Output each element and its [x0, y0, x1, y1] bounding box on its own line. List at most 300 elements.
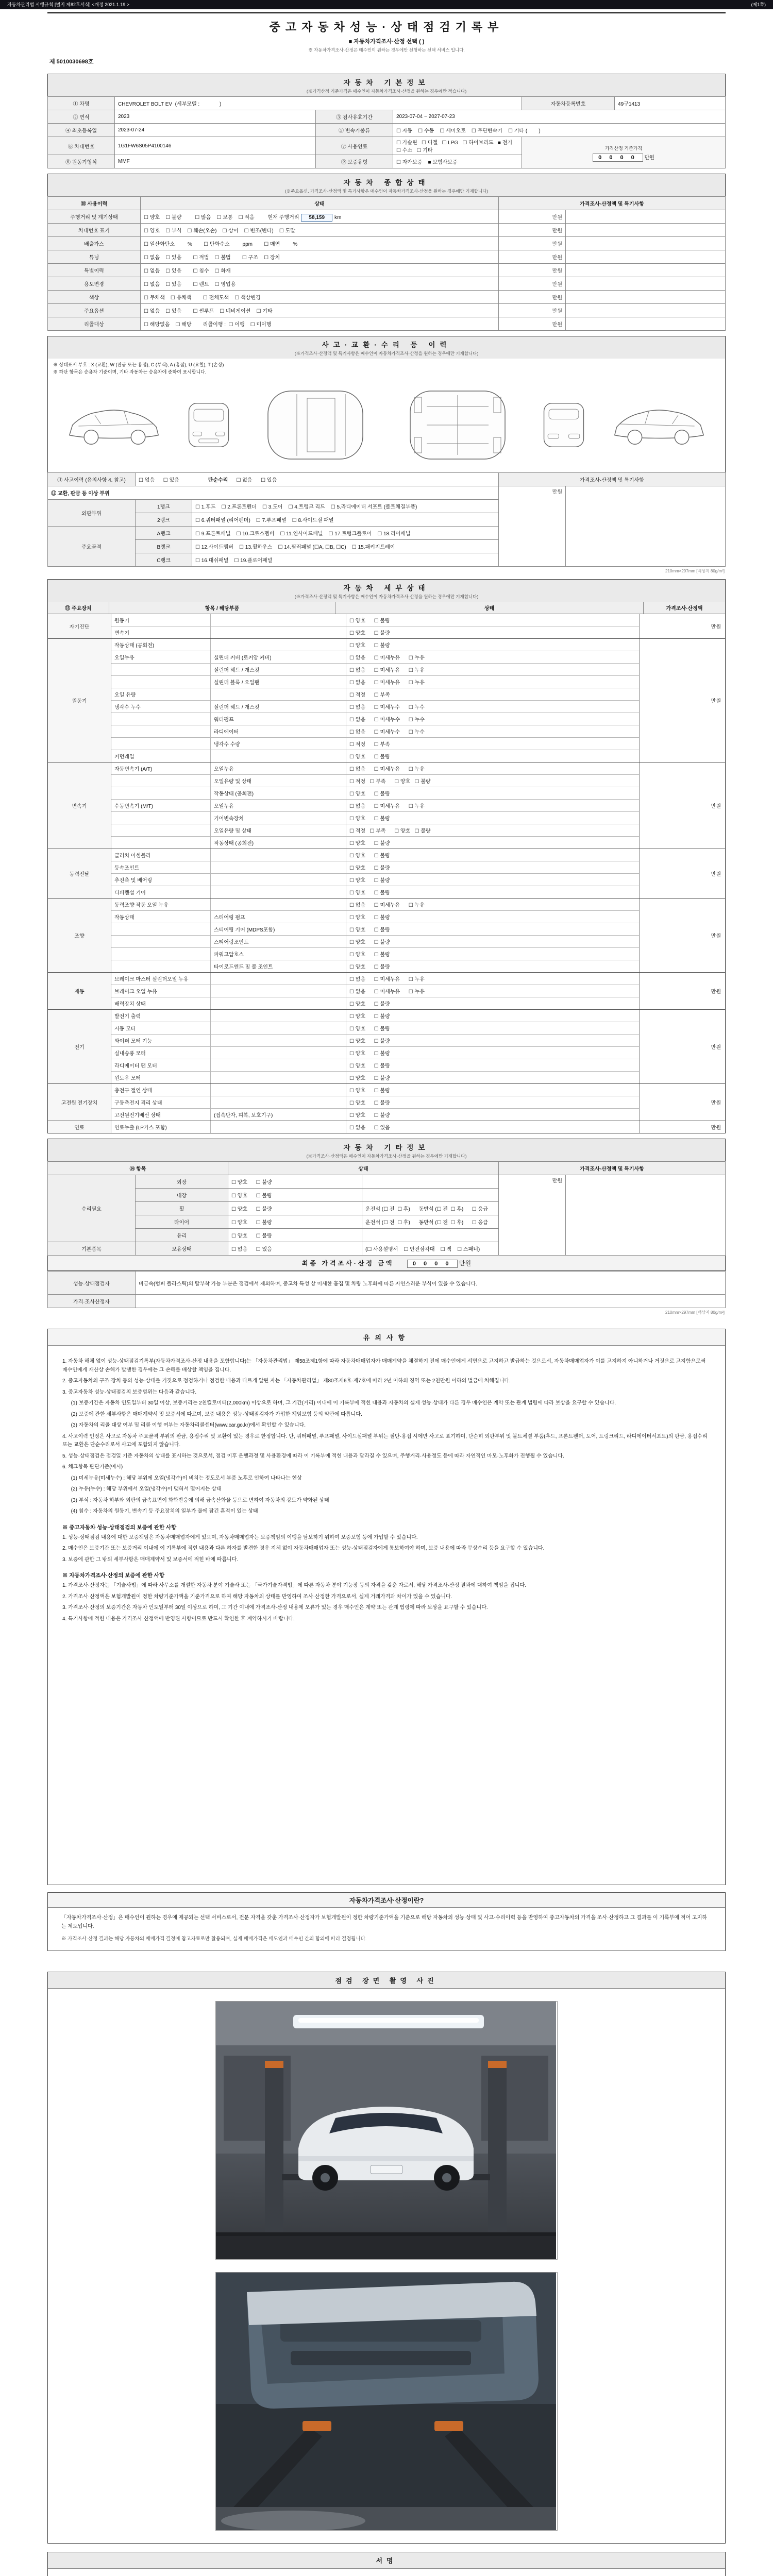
checkbox-options[interactable]: ☐ 없음 ☐ 있음 ☐ 썬루프 ☐ 네비게이션 ☐ 기타	[141, 304, 499, 317]
checkbox-options[interactable]: ☐ 양호 ☐ 불량	[349, 816, 390, 822]
car-diagram-side-right	[609, 394, 710, 456]
info-text: 「자동차가격조사·산정」은 매수인이 원하는 경우에 제공되는 선택 서비스로서, 전문 자격을 갖춘 가격조사·산정자가 보험개발원이 정한 차량기준가액을 기준으로 해당 자동차의 성능·상태 및 사고·수리이력 등을 반영하여 중고자동차의 가격을 조사·산정하고 그 결과를 이 기록부에 적어 고지하는 제도입니다.	[61, 1915, 707, 1929]
device-rows	[111, 639, 639, 762]
checkbox-options[interactable]: ☐ 양호 ☐ 불량	[349, 643, 390, 649]
mileage-value: 58,159	[301, 214, 332, 222]
price-cell: 만원	[499, 277, 566, 291]
item-label: 오일 유량	[111, 688, 211, 700]
info-body	[48, 1908, 725, 1951]
inspection-period: 2023-07-04 ~ 2027-07-23	[393, 110, 726, 124]
checkbox-options[interactable]: ☐ 없음 ☐ 있음 ☐ 적법 ☐ 불법 ☐ 구조 ☐ 장치	[141, 250, 499, 264]
detail-row	[111, 1108, 639, 1121]
extra-options[interactable]	[362, 1189, 499, 1202]
checkbox-options[interactable]: ☐ 양호 ☐ 불량	[349, 915, 390, 921]
field-label: ① 차명	[48, 97, 115, 110]
checkbox-options[interactable]: ☐ 양호 ☐ 불량	[349, 841, 390, 846]
table-row	[48, 473, 726, 486]
device-group-fuel	[48, 1121, 725, 1133]
table-row	[48, 124, 726, 137]
checkbox-options[interactable]: ☐ 적정 ☐ 부족	[349, 742, 390, 748]
part-label	[211, 874, 346, 886]
detail-row	[111, 886, 639, 898]
field-label: ⑧ 원동기형식	[48, 155, 115, 168]
section-accident-history	[47, 336, 726, 574]
part-label: 실린더 헤드 / 개스킷	[211, 701, 346, 713]
checkbox-options[interactable]: ☐ 16.대쉬패널 ☐ 19.플로어패널	[192, 553, 499, 567]
part-label	[211, 1121, 346, 1133]
part-label: 실린더 커버 (로커암 커버)	[211, 651, 346, 663]
device-group-steering	[48, 899, 725, 973]
field-label: ⑨ 보증유형	[316, 155, 393, 168]
extra-options[interactable]: 운전석 (☐ 전 ☐ 후) 동반석 (☐ 전 ☐ 후) ☐ 응급	[362, 1215, 499, 1229]
mileage-unit: km	[334, 215, 342, 221]
checkbox-options[interactable]: ☐ 없음 ☐ 있음	[228, 1242, 362, 1256]
checkbox-options[interactable]: ☐ 양호 ☐ 불량	[349, 1051, 390, 1057]
part-label	[211, 899, 346, 910]
checkbox-options[interactable]: ☐ 양호 ☐ 불량	[349, 952, 390, 958]
checkbox-options[interactable]: ☐ 양호 ☐ 불량	[349, 964, 390, 970]
section-header	[47, 74, 726, 96]
device-label: 동력전달	[48, 849, 111, 898]
detail-row	[111, 1121, 639, 1133]
part-label	[211, 688, 346, 700]
item-label: 작동상태 (공회전)	[111, 639, 211, 651]
detail-row	[111, 688, 639, 700]
checkbox-options[interactable]: ☐ 없음 ☐ 미세누유 ☐ 누유	[349, 903, 425, 908]
detail-row	[111, 861, 639, 873]
item-label: 배력장치 상태	[111, 997, 211, 1009]
detail-row	[111, 614, 639, 626]
item-label: 고전원전기배선 상태	[111, 1109, 211, 1121]
price-cell: 만원	[499, 224, 566, 237]
part-label	[211, 1084, 346, 1096]
part-label	[211, 626, 346, 638]
extra-options[interactable]: 운전석 (☐ 전 ☐ 후) 동반석 (☐ 전 ☐ 후) ☐ 응급	[362, 1202, 499, 1215]
checkbox-options[interactable]: ☐ 양호 ☐ 불량	[144, 215, 182, 221]
detail-row	[111, 873, 639, 886]
notice-paragraph: (1) 보증기간은 자동차 인도일부터 30일 이상, 보증거리는 2천킬로미터(2,000km) 이상으로 하며, 그 기간(거리) 이내에 이 기록부에 적힌 내용과 자동차의 실제 성능·상태가 다른 경우 매수인은 계약 또는 관계 법령에 따라 보상을 요구할 수 있습니다.	[62, 1400, 616, 1406]
notice-paragraph: 6. 체크항목 판단기준(예시)	[62, 1464, 123, 1470]
part-label: 스티어링조인트	[211, 936, 346, 947]
form-ref: 자동차관리법 시행규칙 [별지 제82호서식] <개정 2021.1.19.>	[7, 2, 130, 7]
field-label: 보유상태	[136, 1242, 228, 1256]
checkbox-options[interactable]: ☐ 1.후드 ☐ 2.프론트펜더 ☐ 3.도어 ☐ 4.트렁크 리드 ☐ 5.라디에이터 서포트 (볼트체결부품)	[192, 500, 499, 513]
detail-row	[111, 1046, 639, 1059]
section-note: (※가격산정 기준가격은 매수인이 자동차가격조사·산정을 원하는 경우에만 적습니다)	[306, 89, 467, 94]
price-cell: 만원	[639, 639, 725, 762]
base-price-value: 0 0 0 0	[593, 154, 643, 162]
signature-body	[48, 2569, 725, 2576]
notice-paragraph: 2. 가격조사·산정액은 보험개발원이 정한 차량기준가액을 기준가격으로 하여 해당 자동차의 상태를 반영하여 조사·산정한 가격으로서, 실제 거래가격과 차이가 있을 수 있습니다.	[62, 1594, 452, 1600]
device-group-braking	[48, 973, 725, 1010]
detail-row	[111, 626, 639, 638]
final-price-value: 0 0 0 0	[407, 1260, 458, 1268]
notice-paragraph: 1. 가격조사·산정자는 「기술사법」에 따라 사무소를 개설한 자동차 분야 기술사 또는 「국가기술자격법」에 따른 자동차 분야 기능장 등의 자격을 갖춘 자로서, 해당 가격조사·산정 결과에 대하여 책임을 집니다.	[62, 1583, 527, 1588]
extra-options[interactable]: (☐ 사용설명서 ☐ 안전삼각대 ☐ 잭 ☐ 스패너)	[362, 1242, 499, 1256]
part-label	[211, 861, 346, 873]
table-row	[48, 1272, 726, 1295]
detail-row	[111, 787, 639, 799]
notice-paragraph: (1) 미세누유(미세누수) : 해당 부위에 오일(냉각수)이 비치는 정도로서 부품 노후로 인하여 나타나는 현상	[62, 1475, 302, 1481]
device-label: 변속기	[48, 762, 111, 849]
checkbox-options[interactable]: ☐ 없음 ☐ 미세누유 ☐ 누유	[349, 680, 425, 686]
field-label: ⑤ 변속기종류	[316, 124, 393, 137]
checkbox-options[interactable]: ☐ 없음 ☐ 미세누유 ☐ 누유	[349, 977, 425, 982]
inspection-photo-2	[215, 2272, 558, 2531]
detail-row	[111, 1010, 639, 1022]
part-label: 워터펌프	[211, 713, 346, 725]
checkbox-options[interactable]: ☐ 양호 ☐ 불량	[349, 940, 390, 945]
table-row	[48, 317, 726, 331]
section-title: 자동차 세부상태	[343, 584, 430, 592]
mileage-row	[48, 210, 726, 224]
field-label: 튜닝	[48, 250, 141, 264]
item-label: 브레이크 오일 누유	[111, 985, 211, 997]
table-row	[48, 264, 726, 277]
section-note: (※가격조사·산정액은 매수인이 자동차가격조사·산정을 원하는 경우에만 기재합니다)	[306, 1154, 467, 1159]
checkbox-options[interactable]: ☐ 적정 ☐ 부족 ☐ 양호 ☐ 불량	[349, 828, 431, 834]
part-label: 실린더 블록 / 오일팬	[211, 676, 346, 688]
detail-row	[111, 923, 639, 935]
remark-cell	[566, 486, 726, 567]
item-label: 추진축 및 베어링	[111, 874, 211, 886]
item-label: 윈도우 모터	[111, 1072, 211, 1083]
checkbox-options[interactable]: ☐ 없음 ☐ 미세누수 ☐ 누수	[349, 730, 425, 735]
checkbox-options[interactable]: ☐ 양호 ☐ 불량	[349, 1039, 390, 1044]
field-label: 외장	[136, 1175, 228, 1189]
checkbox-options[interactable]: ☐ 9.프론트패널 ☐ 10.크로스멤버 ☐ 11.인사이드패널 ☐ 17.트렁크플로어 ☐ 18.리어패널	[192, 527, 499, 540]
part-label: 스티어링 펌프	[211, 911, 346, 923]
item-label: 디퍼렌셜 기어	[111, 886, 211, 898]
device-label: 자기진단	[48, 614, 111, 638]
item-label	[111, 812, 211, 824]
part-label	[211, 1072, 346, 1083]
model-year: 2023	[115, 110, 316, 124]
checkbox-options[interactable]: ☐ 양호 ☐ 불량	[349, 1002, 390, 1007]
checkbox-options[interactable]: ☐ 양호 ☐ 불량	[349, 618, 390, 624]
detail-row	[111, 960, 639, 972]
field-label: 내장	[136, 1189, 228, 1202]
section-header	[47, 174, 726, 196]
section-title: 자동차 기본정보	[343, 79, 430, 87]
field-label: ③ 검사유효기간	[316, 110, 393, 124]
field-label: 주요골격	[48, 527, 136, 567]
price-appraisal-select[interactable]: ■ 자동차가격조사·산정 선택 ( )	[348, 39, 425, 45]
detail-row	[111, 824, 639, 836]
device-group-self-diagnosis	[48, 614, 725, 639]
checkbox-options[interactable]: ☐ 적정 ☐ 부족	[349, 692, 390, 698]
column-header: 가격조사·산정액	[666, 606, 703, 612]
column-header: 가격조사·산정액 및 특기사항	[499, 473, 726, 486]
item-label: 작동상태	[111, 911, 211, 923]
part-label: (접속단자, 피복, 보호기구)	[211, 1109, 346, 1121]
detail-row	[111, 935, 639, 947]
device-group-engine	[48, 639, 725, 762]
legend-line: ※ 하단 항목은 승용차 기준이며, 기타 자동차는 승용차에 준하여 표시합니다.	[53, 369, 207, 375]
detail-row	[111, 836, 639, 849]
document-header	[47, 12, 726, 69]
checkbox-options[interactable]: ☐ 양호 ☐ 불량	[349, 927, 390, 933]
section-title: 자동차 종합상태	[343, 179, 430, 187]
field-label: 특별이력	[48, 264, 141, 277]
notice-paragraph: 2. 중고자동차의 구조·장치 등의 성능·상태를 거짓으로 점검하거나 점검한 내용과 다르게 알린 자는 「자동차관리법」 제80조제6호·제7호에 따라 2년 이하의 징역 또는 2천만원 이하의 벌금에 처해집니다.	[62, 1378, 511, 1384]
remark-cell	[566, 1175, 726, 1256]
part-label	[211, 614, 346, 626]
checkbox-options[interactable]: ☐ 양호 ☐ 불량	[349, 1014, 390, 1020]
device-rows	[111, 849, 639, 898]
final-price-unit: 만원	[459, 1260, 472, 1267]
detail-row	[111, 947, 639, 960]
base-price-label: 가격산정 기준가격	[604, 145, 643, 151]
checkbox-options[interactable]: ☐ 양호 ☐ 불량	[349, 1063, 390, 1069]
checkbox-options[interactable]: ☐ 양호 ☐ 불량	[349, 1076, 390, 1081]
part-label: 오일누유	[211, 762, 346, 774]
item-label	[111, 775, 211, 787]
checkbox-options[interactable]: ☐ 양호 ☐ 불량	[349, 1113, 390, 1118]
device-group-electrical	[48, 1010, 725, 1084]
item-label: 시동 모터	[111, 1022, 211, 1034]
checkbox-options[interactable]: ☐ 양호 ☐ 불량	[349, 754, 390, 760]
checkbox-options[interactable]: ☐ 양호 ☐ 불량	[349, 1088, 390, 1094]
item-label	[111, 960, 211, 972]
detail-row	[111, 849, 639, 861]
notice-paragraph: (3) 부식 : 자동차 하부와 외판의 금속표면이 화학반응에 의해 금속산화물 등으로 변하여 자동차의 강도가 약화된 상태	[62, 1497, 329, 1503]
part-label	[211, 1022, 346, 1034]
field-label: 외판부위	[48, 500, 136, 527]
detail-row	[111, 675, 639, 688]
remark-cell	[566, 237, 726, 250]
price-cell: 만원	[499, 250, 566, 264]
item-label: 라디에이터 팬 모터	[111, 1059, 211, 1071]
detail-row	[111, 1034, 639, 1046]
field-label: 성능·상태점검자	[48, 1272, 136, 1295]
remark-cell	[566, 291, 726, 304]
part-label: 냉각수 수량	[211, 738, 346, 750]
checkbox-options[interactable]: ☐ 양호 ☐ 불량	[228, 1189, 362, 1202]
notice-paragraph: (2) 보증에 관한 세부사항은 매매계약서 및 보증서에 따르며, 보증 내용은 성능·상태점검자가 가입한 책임보험 등의 약관에 따릅니다.	[62, 1411, 362, 1417]
notice-paragraph: 3. 보증에 관한 그 밖의 세부사항은 매매계약서 및 보증서에 적힌 바에 따릅니다.	[62, 1556, 239, 1563]
legend-line: ※ 상태표시 부호 : X (교환), W (판금 또는 용접), C (부식), A (흠집), U (요철), T (손상)	[53, 362, 224, 367]
checkbox-options[interactable]: ☐ 없음 ☐ 미세누수 ☐ 누수	[349, 717, 425, 723]
checkbox-options[interactable]: ☐ 양호 ☐ 불량	[349, 791, 390, 797]
detail-row	[111, 973, 639, 985]
checkbox-options[interactable]: ☐ 양호 ☐ 불량	[228, 1202, 362, 1215]
part-label: 오일누유	[211, 800, 346, 811]
price-cell: 만원	[499, 304, 566, 317]
section-inspection-photos	[47, 1972, 726, 2544]
extra-options[interactable]	[362, 1175, 499, 1189]
item-label: 클러치 어셈블리	[111, 849, 211, 861]
section-notices	[47, 1329, 726, 1885]
checkbox-options[interactable]: ☐ 없음 ☐ 미세누유 ☐ 누유	[349, 804, 425, 809]
field-label: 주요옵션	[48, 304, 141, 317]
checkbox-options[interactable]: ☐ 없음 ☐ 있음	[139, 478, 179, 483]
notice-paragraph: 5. 성능·상태점검은 점검일 기준 자동차의 상태를 표시하는 것으로서, 점검 이후 운행과정 및 사용환경에 따라 이 기록부에 적힌 내용과 달라질 수 있으며, 주행거리·사용정도 등에 따라 자연적인 마모·노후화가 진행될 수 있습니다.	[62, 1453, 564, 1459]
checkbox-options[interactable]: ☐ 많음 ☐ 보통 ☐ 적음	[195, 215, 255, 221]
item-label: 실내송풍 모터	[111, 1047, 211, 1059]
checkbox-options[interactable]: ☐ 무채색 ☐ 유채색 ☐ 전체도색 ☐ 색상변경	[141, 291, 499, 304]
checkbox-options[interactable]: ☐ 없음 ☐ 미세누수 ☐ 누수	[349, 705, 425, 710]
table-row	[48, 291, 726, 304]
field-label: 색상	[48, 291, 141, 304]
device-label: 조향	[48, 899, 111, 972]
section-detail-condition	[47, 579, 726, 1133]
device-rows	[111, 899, 639, 972]
notice-paragraph: 3. 중고자동차 성능·상태점검의 보증범위는 다음과 같습니다.	[62, 1389, 197, 1395]
item-label: 수동변속기 (M/T)	[111, 800, 211, 811]
section-note: (※가격조사·산정액 및 특기사항은 매수인이 자동차가격조사·산정을 원하는 경우에만 기재합니다)	[294, 351, 479, 356]
item-label: 커먼레일	[111, 750, 211, 762]
price-cell: 만원	[639, 614, 725, 638]
checkbox-options[interactable]: ☐ 6.쿼터패널 (리어펜더) ☐ 7.루프패널 ☐ 8.사이드실 패널	[192, 513, 499, 527]
column-header: 항목 / 해당부품	[109, 602, 335, 614]
checkbox-options[interactable]: ☐ 양호 ☐ 불량	[349, 1026, 390, 1032]
section-title: 자동차 기타정보	[343, 1144, 430, 1151]
section-title: 서명	[48, 2552, 725, 2569]
mileage-status-cell[interactable]	[141, 210, 499, 224]
notice-subsection-title: ※ 중고자동차 성능·상태점검의 보증에 관한 사항	[62, 1524, 177, 1531]
remark-cell	[566, 317, 726, 331]
checkbox-options[interactable]: ☐ 적정 ☐ 부족 ☐ 양호 ☐ 불량	[349, 779, 431, 785]
part-label: 작동상태 (공회전)	[211, 787, 346, 799]
used-car-inspection-form	[47, 9, 726, 2576]
device-label: 고전원 전기장치	[48, 1084, 111, 1121]
device-rows	[111, 762, 639, 849]
engine-type: MMF	[115, 155, 316, 168]
detail-row	[111, 639, 639, 651]
column-header: 상태	[141, 197, 499, 210]
section-header	[47, 336, 726, 359]
field-label: ⑦ 사용연료	[316, 137, 393, 155]
accident-status-cell[interactable]	[136, 473, 499, 486]
price-cell: 만원	[639, 1084, 725, 1121]
field-label: 가격·조사산정자	[48, 1295, 136, 1308]
column-header: ⑩ 사용이력	[48, 197, 141, 210]
detail-row	[111, 737, 639, 750]
item-label: 변속기	[111, 626, 211, 638]
price-cell: 만원	[499, 1175, 566, 1256]
price-cell: 만원	[499, 210, 566, 224]
device-label: 연료	[48, 1121, 111, 1133]
notice-paragraph: 2. 매수인은 보증기간 또는 보증거리 이내에 이 기록부에 적힌 내용과 다른 하자를 발견한 경우 지체 없이 자동차매매업자 또는 성능·상태점검자에게 통보하여야 하며, 보증 내용에 따라 무상수리 등을 요구할 수 있습니다.	[62, 1546, 545, 1551]
field-label: 주행거리 및 계기상태	[48, 210, 141, 224]
field-label: 차대번호 표기	[48, 224, 141, 237]
form-page-ref: (제1쪽)	[751, 2, 766, 7]
device-group-transmission	[48, 762, 725, 849]
checkbox-options[interactable]: ☐ 없음 ☐ 미세누유 ☐ 누유	[349, 668, 425, 673]
checkbox-options[interactable]: ☐ 없음 ☐ 미세누유 ☐ 누유	[349, 989, 425, 995]
checkbox-options[interactable]: ☐ 자동 ☐ 수동 ☐ 세미오토 ☐ 무단변속기 ☐ 기타 ( )	[393, 124, 726, 137]
checkbox-options[interactable]: ☐ 양호 ☐ 불량	[228, 1215, 362, 1229]
device-group-high-voltage	[48, 1084, 725, 1121]
device-rows	[111, 1121, 639, 1133]
detail-row	[111, 1071, 639, 1083]
checkbox-options[interactable]: ☐ 일산화탄소 % ☐ 탄화수소 ppm ☐ 매연 %	[141, 237, 499, 250]
device-rows	[111, 614, 639, 638]
base-price-box	[522, 137, 726, 168]
field-label: 리콜대상	[48, 317, 141, 331]
part-label: 작동상태 (공회전)	[211, 837, 346, 849]
field-label: 타이어	[136, 1215, 228, 1229]
vin-value: 1G1FW6S05P4100146	[115, 137, 316, 155]
field-label: 자동차등록번호	[522, 97, 615, 110]
item-label	[111, 923, 211, 935]
table-row	[48, 237, 726, 250]
checkbox-options[interactable]: ☐ 해당없음 ☐ 해당 리콜이행 : ☐ 이행 ☐ 미이행	[141, 317, 499, 331]
item-label	[111, 837, 211, 849]
checkbox-options[interactable]: ☐ 양호 ☐ 불량	[349, 853, 390, 859]
rank-label: 2랭크	[136, 513, 192, 527]
notice-subsection-title: ※ 자동차가격조사·산정의 보증에 관한 사항	[62, 1572, 165, 1579]
checkbox-options[interactable]: ☐ 양호 ☐ 불량	[228, 1175, 362, 1189]
item-label	[111, 936, 211, 947]
checkbox-options[interactable]: ☐ 양호 ☐ 불량	[349, 631, 390, 636]
comprehensive-rows	[48, 224, 726, 331]
part-label	[211, 750, 346, 762]
device-label: 전기	[48, 1010, 111, 1083]
final-price-label: 최종 가격조사·산정 금액	[301, 1260, 394, 1267]
checkbox-options[interactable]: ☐ 없음 ☐ 있음	[349, 1125, 390, 1131]
car-diagram-panel	[47, 378, 726, 472]
checkbox-options[interactable]: ☐ 양호 ☐ 불량	[349, 878, 390, 884]
item-label	[111, 787, 211, 799]
checkbox-options[interactable]: ☐ 양호 ☐ 불량	[349, 890, 390, 896]
column-header: 가격조사·산정액 및 특기사항	[499, 1162, 726, 1175]
checkbox-options[interactable]: ☐ 양호 ☐ 불량	[349, 1100, 390, 1106]
header-note: ※ 자동차가격조사·산정은 매수인이 원하는 경우에만 신청하는 선택 서비스 입니다.	[308, 47, 465, 53]
rank-label: B랭크	[136, 540, 192, 553]
item-label	[111, 738, 211, 750]
checkbox-options[interactable]: ☐ 12.사이드멤버 ☐ 13.휠하우스 ☐ 14.필러패널 (☐A, ☐B, ☐C) ☐ 15.패키지트레이	[192, 540, 499, 553]
part-label	[211, 985, 346, 997]
checkbox-options[interactable]: ☐ 가솔린 ☐ 디젤 ☐ LPG ☐ 하이브리드 ■ 전기 ☐ 수소 ☐ 기타	[393, 137, 522, 155]
final-price-row	[47, 1256, 726, 1271]
base-price-unit: 만원	[644, 155, 654, 161]
item-label: 자동변속기 (A/T)	[111, 762, 211, 774]
item-label	[111, 948, 211, 960]
field-label: ④ 최초등록일	[48, 124, 115, 137]
item-label: 발전기 출력	[111, 1010, 211, 1022]
price-cell: 만원	[639, 973, 725, 1009]
detail-row	[111, 651, 639, 663]
checkbox-options[interactable]: ☐ 없음 ☐ 있음	[236, 478, 277, 483]
item-label: 브레이크 마스터 실린더오일 누유	[111, 973, 211, 985]
item-label: 등속조인트	[111, 861, 211, 873]
notice-paragraph: (3) 자동차의 리콜 대상 여부 및 리콜 이행 여부는 자동차리콜센터(www.car.go.kr)에서 확인할 수 있습니다.	[62, 1422, 306, 1428]
table-row	[48, 486, 726, 500]
price-cell: 만원	[639, 899, 725, 972]
item-label	[111, 664, 211, 675]
checkbox-options[interactable]: ☐ 없음 ☐ 있음 ☐ 렌트 ☐ 영업용	[141, 277, 499, 291]
detail-row	[111, 985, 639, 997]
exchange-label: ⑫ 교환, 판금 등 이상 부위	[48, 486, 499, 500]
part-label	[211, 886, 346, 898]
checkbox-options[interactable]: ☐ 없음 ☐ 있음 ☐ 침수 ☐ 화재	[141, 264, 499, 277]
extra-options[interactable]	[362, 1229, 499, 1242]
detail-row	[111, 700, 639, 713]
checkbox-options[interactable]: ☐ 없음 ☐ 미세누유 ☐ 누유	[349, 655, 425, 661]
detail-row	[111, 750, 639, 762]
checkbox-options[interactable]: ☐ 양호 ☐ 부식 ☐ 훼손(오손) ☐ 상이 ☐ 변조(변타) ☐ 도말	[141, 224, 499, 237]
detail-row	[111, 774, 639, 787]
simple-repair-label: 단순수리	[208, 478, 228, 483]
device-group-powertrain	[48, 849, 725, 899]
checkbox-options[interactable]: ☐ 자가보증 ■ 보험사보증	[393, 155, 522, 168]
checkbox-options[interactable]: ☐ 양호 ☐ 불량	[228, 1229, 362, 1242]
checkbox-options[interactable]: ☐ 없음 ☐ 미세누유 ☐ 누유	[349, 767, 425, 772]
notice-paragraph: 4. 사고이력 인정은 사고로 자동차 주요골격 부위의 판금, 용접수리 및 교환이 있는 경우로 한정합니다. 단, 쿼터패널, 루프패널, 사이드실패널 부위는 절단·용접 시에만 사고로 표기하며, 단순히 외판부위 및 볼트체결 부품(후드, 프론트펜더, 도어, 트렁크리드, 라디에이터서포트)의 판금, 용접수리 또는 교환은 단순수리로서 사고에 포함되지 않습니다.	[62, 1433, 709, 1448]
checkbox-options[interactable]: ☐ 양호 ☐ 불량	[349, 866, 390, 871]
